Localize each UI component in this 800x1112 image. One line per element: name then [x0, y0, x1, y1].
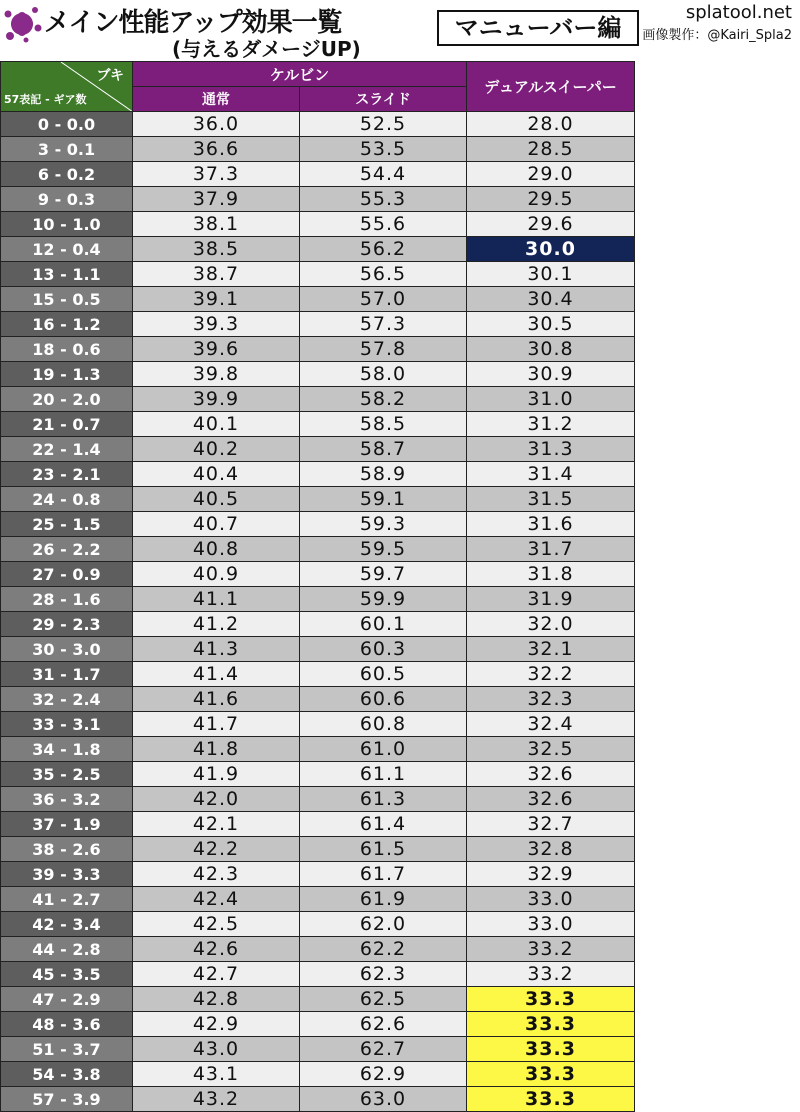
kelvin-normal-value: 41.2 — [133, 612, 300, 637]
kelvin-normal-value: 36.6 — [133, 137, 300, 162]
kelvin-normal-value: 39.6 — [133, 337, 300, 362]
row-label: 20 - 2.0 — [1, 387, 133, 412]
row-label: 10 - 1.0 — [1, 212, 133, 237]
row-label: 33 - 3.1 — [1, 712, 133, 737]
dualie-value: 28.5 — [467, 137, 635, 162]
kelvin-slide-value: 59.1 — [300, 487, 467, 512]
kelvin-slide-value: 52.5 — [300, 112, 467, 137]
row-label: 24 - 0.8 — [1, 487, 133, 512]
kelvin-normal-value: 38.1 — [133, 212, 300, 237]
kelvin-normal-value: 42.4 — [133, 887, 300, 912]
image-credit: 画像製作：@Kairi_Spla2 — [642, 28, 792, 43]
table-row — [1, 587, 635, 612]
kelvin-normal-value: 43.2 — [133, 1087, 300, 1112]
row-label: 25 - 1.5 — [1, 512, 133, 537]
kelvin-slide-value: 55.6 — [300, 212, 467, 237]
row-label: 15 - 0.5 — [1, 287, 133, 312]
kelvin-slide-value: 60.8 — [300, 712, 467, 737]
table-row — [1, 312, 635, 337]
kelvin-normal-value: 42.5 — [133, 912, 300, 937]
table-row — [1, 537, 635, 562]
dualie-value: 30.1 — [467, 262, 635, 287]
dualie-value: 30.4 — [467, 287, 635, 312]
kelvin-normal-value: 40.1 — [133, 412, 300, 437]
row-label: 51 - 3.7 — [1, 1037, 133, 1062]
dualie-value: 29.5 — [467, 187, 635, 212]
dualie-value: 31.4 — [467, 462, 635, 487]
kelvin-slide-value: 62.3 — [300, 962, 467, 987]
kelvin-slide-value: 57.3 — [300, 312, 467, 337]
kelvin-slide-value: 62.7 — [300, 1037, 467, 1062]
kelvin-normal-value: 41.9 — [133, 762, 300, 787]
kelvin-slide-value: 58.0 — [300, 362, 467, 387]
table-row — [1, 637, 635, 662]
table-row — [1, 212, 635, 237]
kelvin-normal-value: 40.9 — [133, 562, 300, 587]
table-row — [1, 837, 635, 862]
row-label: 57 - 3.9 — [1, 1087, 133, 1112]
kelvin-slide-value: 57.8 — [300, 337, 467, 362]
kelvin-slide-value: 53.5 — [300, 137, 467, 162]
kelvin-normal-value: 42.2 — [133, 837, 300, 862]
table-row — [1, 912, 635, 937]
kelvin-normal-value: 39.3 — [133, 312, 300, 337]
table-row — [1, 962, 635, 987]
row-label: 22 - 1.4 — [1, 437, 133, 462]
kelvin-slide-value: 62.5 — [300, 987, 467, 1012]
dualie-value: 32.3 — [467, 687, 635, 712]
row-label: 6 - 0.2 — [1, 162, 133, 187]
kelvin-normal-value: 41.7 — [133, 712, 300, 737]
kelvin-normal-value: 38.5 — [133, 237, 300, 262]
kelvin-normal-value: 42.7 — [133, 962, 300, 987]
kelvin-normal-value: 40.2 — [133, 437, 300, 462]
dualie-value: 31.8 — [467, 562, 635, 587]
dualie-value: 30.0 — [467, 237, 635, 262]
row-label: 16 - 1.2 — [1, 312, 133, 337]
row-label: 36 - 3.2 — [1, 787, 133, 812]
subheader-slide: スライド — [300, 87, 467, 112]
row-label: 48 - 3.6 — [1, 1012, 133, 1037]
page-title: メイン性能アップ効果一覧 — [44, 8, 342, 38]
dualie-value: 32.5 — [467, 737, 635, 762]
subheader-normal: 通常 — [133, 87, 300, 112]
kelvin-slide-value: 54.4 — [300, 162, 467, 187]
dualie-value: 32.4 — [467, 712, 635, 737]
kelvin-slide-value: 58.7 — [300, 437, 467, 462]
table-row — [1, 362, 635, 387]
kelvin-normal-value: 40.4 — [133, 462, 300, 487]
kelvin-slide-value: 56.5 — [300, 262, 467, 287]
kelvin-normal-value: 42.8 — [133, 987, 300, 1012]
dualie-value: 28.0 — [467, 112, 635, 137]
dualie-value: 32.2 — [467, 662, 635, 687]
dualie-value: 31.2 — [467, 412, 635, 437]
row-label: 38 - 2.6 — [1, 837, 133, 862]
row-label: 29 - 2.3 — [1, 612, 133, 637]
table-row — [1, 137, 635, 162]
table-row — [1, 187, 635, 212]
dualie-value: 33.3 — [467, 1037, 635, 1062]
table-row — [1, 812, 635, 837]
dualie-value: 33.3 — [467, 1062, 635, 1087]
kelvin-slide-value: 61.4 — [300, 812, 467, 837]
kelvin-normal-value: 37.3 — [133, 162, 300, 187]
dualie-value: 31.6 — [467, 512, 635, 537]
kelvin-slide-value: 55.3 — [300, 187, 467, 212]
table-row — [1, 562, 635, 587]
kelvin-slide-value: 61.5 — [300, 837, 467, 862]
kelvin-normal-value: 40.8 — [133, 537, 300, 562]
row-label: 47 - 2.9 — [1, 987, 133, 1012]
page-subtitle: (与えるダメージUP) — [172, 37, 361, 61]
kelvin-slide-value: 56.2 — [300, 237, 467, 262]
dualie-value: 33.0 — [467, 912, 635, 937]
table-corner-header — [1, 62, 133, 112]
table-row — [1, 412, 635, 437]
row-label: 28 - 1.6 — [1, 587, 133, 612]
weapon-header-dualie-squelcher: デュアルスイーパー — [467, 62, 635, 112]
kelvin-normal-value: 38.7 — [133, 262, 300, 287]
table-row — [1, 112, 635, 137]
page-header — [0, 0, 800, 62]
dualie-value: 31.7 — [467, 537, 635, 562]
table-row — [1, 737, 635, 762]
kelvin-slide-value: 61.9 — [300, 887, 467, 912]
kelvin-normal-value: 42.3 — [133, 862, 300, 887]
kelvin-slide-value: 63.0 — [300, 1087, 467, 1112]
damage-table — [0, 61, 635, 1112]
table-row — [1, 937, 635, 962]
kelvin-slide-value: 60.3 — [300, 637, 467, 662]
kelvin-normal-value: 39.8 — [133, 362, 300, 387]
kelvin-normal-value: 41.6 — [133, 687, 300, 712]
dualie-value: 31.0 — [467, 387, 635, 412]
row-label: 31 - 1.7 — [1, 662, 133, 687]
table-row — [1, 987, 635, 1012]
kelvin-slide-value: 62.0 — [300, 912, 467, 937]
dualie-value: 30.5 — [467, 312, 635, 337]
kelvin-slide-value: 58.9 — [300, 462, 467, 487]
row-label: 12 - 0.4 — [1, 237, 133, 262]
row-label: 9 - 0.3 — [1, 187, 133, 212]
kelvin-slide-value: 58.2 — [300, 387, 467, 412]
row-label: 3 - 0.1 — [1, 137, 133, 162]
dualie-value: 31.3 — [467, 437, 635, 462]
row-label: 42 - 3.4 — [1, 912, 133, 937]
dualie-value: 32.8 — [467, 837, 635, 862]
kelvin-normal-value: 41.8 — [133, 737, 300, 762]
table-row — [1, 787, 635, 812]
kelvin-slide-value: 58.5 — [300, 412, 467, 437]
kelvin-normal-value: 39.1 — [133, 287, 300, 312]
kelvin-normal-value: 43.0 — [133, 1037, 300, 1062]
site-name: splatool.net — [685, 2, 792, 23]
table-row — [1, 762, 635, 787]
kelvin-slide-value: 61.0 — [300, 737, 467, 762]
dualie-value: 33.3 — [467, 1087, 635, 1112]
kelvin-normal-value: 37.9 — [133, 187, 300, 212]
row-label: 35 - 2.5 — [1, 762, 133, 787]
table-row — [1, 387, 635, 412]
weapon-header-kelvin: ケルビン — [133, 62, 467, 87]
dualie-value: 33.2 — [467, 962, 635, 987]
table-row — [1, 1012, 635, 1037]
dualie-value: 32.7 — [467, 812, 635, 837]
kelvin-slide-value: 61.7 — [300, 862, 467, 887]
kelvin-normal-value: 40.7 — [133, 512, 300, 537]
kelvin-normal-value: 42.1 — [133, 812, 300, 837]
kelvin-normal-value: 42.0 — [133, 787, 300, 812]
corner-gear-label: 57表記 - ギア数 — [4, 93, 87, 106]
table-row — [1, 262, 635, 287]
edition-label: マニューバー編 — [437, 10, 639, 46]
row-label: 32 - 2.4 — [1, 687, 133, 712]
row-label: 39 - 3.3 — [1, 862, 133, 887]
table-row — [1, 887, 635, 912]
dualie-value: 33.3 — [467, 987, 635, 1012]
row-label: 34 - 1.8 — [1, 737, 133, 762]
row-label: 21 - 0.7 — [1, 412, 133, 437]
table-row — [1, 287, 635, 312]
row-label: 13 - 1.1 — [1, 262, 133, 287]
row-label: 23 - 2.1 — [1, 462, 133, 487]
table-row — [1, 662, 635, 687]
row-label: 37 - 1.9 — [1, 812, 133, 837]
dualie-value: 33.0 — [467, 887, 635, 912]
dualie-value: 32.6 — [467, 762, 635, 787]
row-label: 54 - 3.8 — [1, 1062, 133, 1087]
table-row — [1, 1087, 635, 1112]
kelvin-slide-value: 62.2 — [300, 937, 467, 962]
dualie-value: 30.9 — [467, 362, 635, 387]
kelvin-normal-value: 36.0 — [133, 112, 300, 137]
dualie-value: 29.0 — [467, 162, 635, 187]
kelvin-normal-value: 43.1 — [133, 1062, 300, 1087]
kelvin-slide-value: 59.7 — [300, 562, 467, 587]
kelvin-normal-value: 40.5 — [133, 487, 300, 512]
corner-weapon-label: ブキ — [96, 68, 124, 84]
table-row — [1, 687, 635, 712]
dualie-value: 29.6 — [467, 212, 635, 237]
kelvin-normal-value: 41.4 — [133, 662, 300, 687]
row-label: 0 - 0.0 — [1, 112, 133, 137]
row-label: 26 - 2.2 — [1, 537, 133, 562]
table-row — [1, 337, 635, 362]
kelvin-slide-value: 57.0 — [300, 287, 467, 312]
dualie-value: 33.3 — [467, 1012, 635, 1037]
table-row — [1, 1037, 635, 1062]
row-label: 45 - 3.5 — [1, 962, 133, 987]
table-row — [1, 162, 635, 187]
kelvin-normal-value: 42.6 — [133, 937, 300, 962]
kelvin-slide-value: 59.9 — [300, 587, 467, 612]
kelvin-normal-value: 41.3 — [133, 637, 300, 662]
table-body — [1, 112, 635, 1112]
dualie-value: 32.0 — [467, 612, 635, 637]
table-row — [1, 1062, 635, 1087]
kelvin-normal-value: 42.9 — [133, 1012, 300, 1037]
kelvin-slide-value: 61.1 — [300, 762, 467, 787]
ink-splat-icon — [2, 4, 42, 44]
kelvin-slide-value: 60.1 — [300, 612, 467, 637]
dualie-value: 31.9 — [467, 587, 635, 612]
kelvin-normal-value: 39.9 — [133, 387, 300, 412]
kelvin-slide-value: 62.9 — [300, 1062, 467, 1087]
kelvin-slide-value: 62.6 — [300, 1012, 467, 1037]
dualie-value: 32.1 — [467, 637, 635, 662]
row-label: 30 - 3.0 — [1, 637, 133, 662]
table-row — [1, 712, 635, 737]
dualie-value: 32.6 — [467, 787, 635, 812]
kelvin-slide-value: 59.5 — [300, 537, 467, 562]
table-row — [1, 487, 635, 512]
row-label: 19 - 1.3 — [1, 362, 133, 387]
dualie-value: 32.9 — [467, 862, 635, 887]
row-label: 44 - 2.8 — [1, 937, 133, 962]
row-label: 27 - 0.9 — [1, 562, 133, 587]
kelvin-normal-value: 41.1 — [133, 587, 300, 612]
table-row — [1, 237, 635, 262]
kelvin-slide-value: 59.3 — [300, 512, 467, 537]
kelvin-slide-value: 60.5 — [300, 662, 467, 687]
dualie-value: 33.2 — [467, 937, 635, 962]
row-label: 41 - 2.7 — [1, 887, 133, 912]
row-label: 18 - 0.6 — [1, 337, 133, 362]
dualie-value: 31.5 — [467, 487, 635, 512]
table-row — [1, 512, 635, 537]
table-row — [1, 612, 635, 637]
table-row — [1, 437, 635, 462]
table-row — [1, 462, 635, 487]
kelvin-slide-value: 61.3 — [300, 787, 467, 812]
kelvin-slide-value: 60.6 — [300, 687, 467, 712]
table-row — [1, 862, 635, 887]
dualie-value: 30.8 — [467, 337, 635, 362]
